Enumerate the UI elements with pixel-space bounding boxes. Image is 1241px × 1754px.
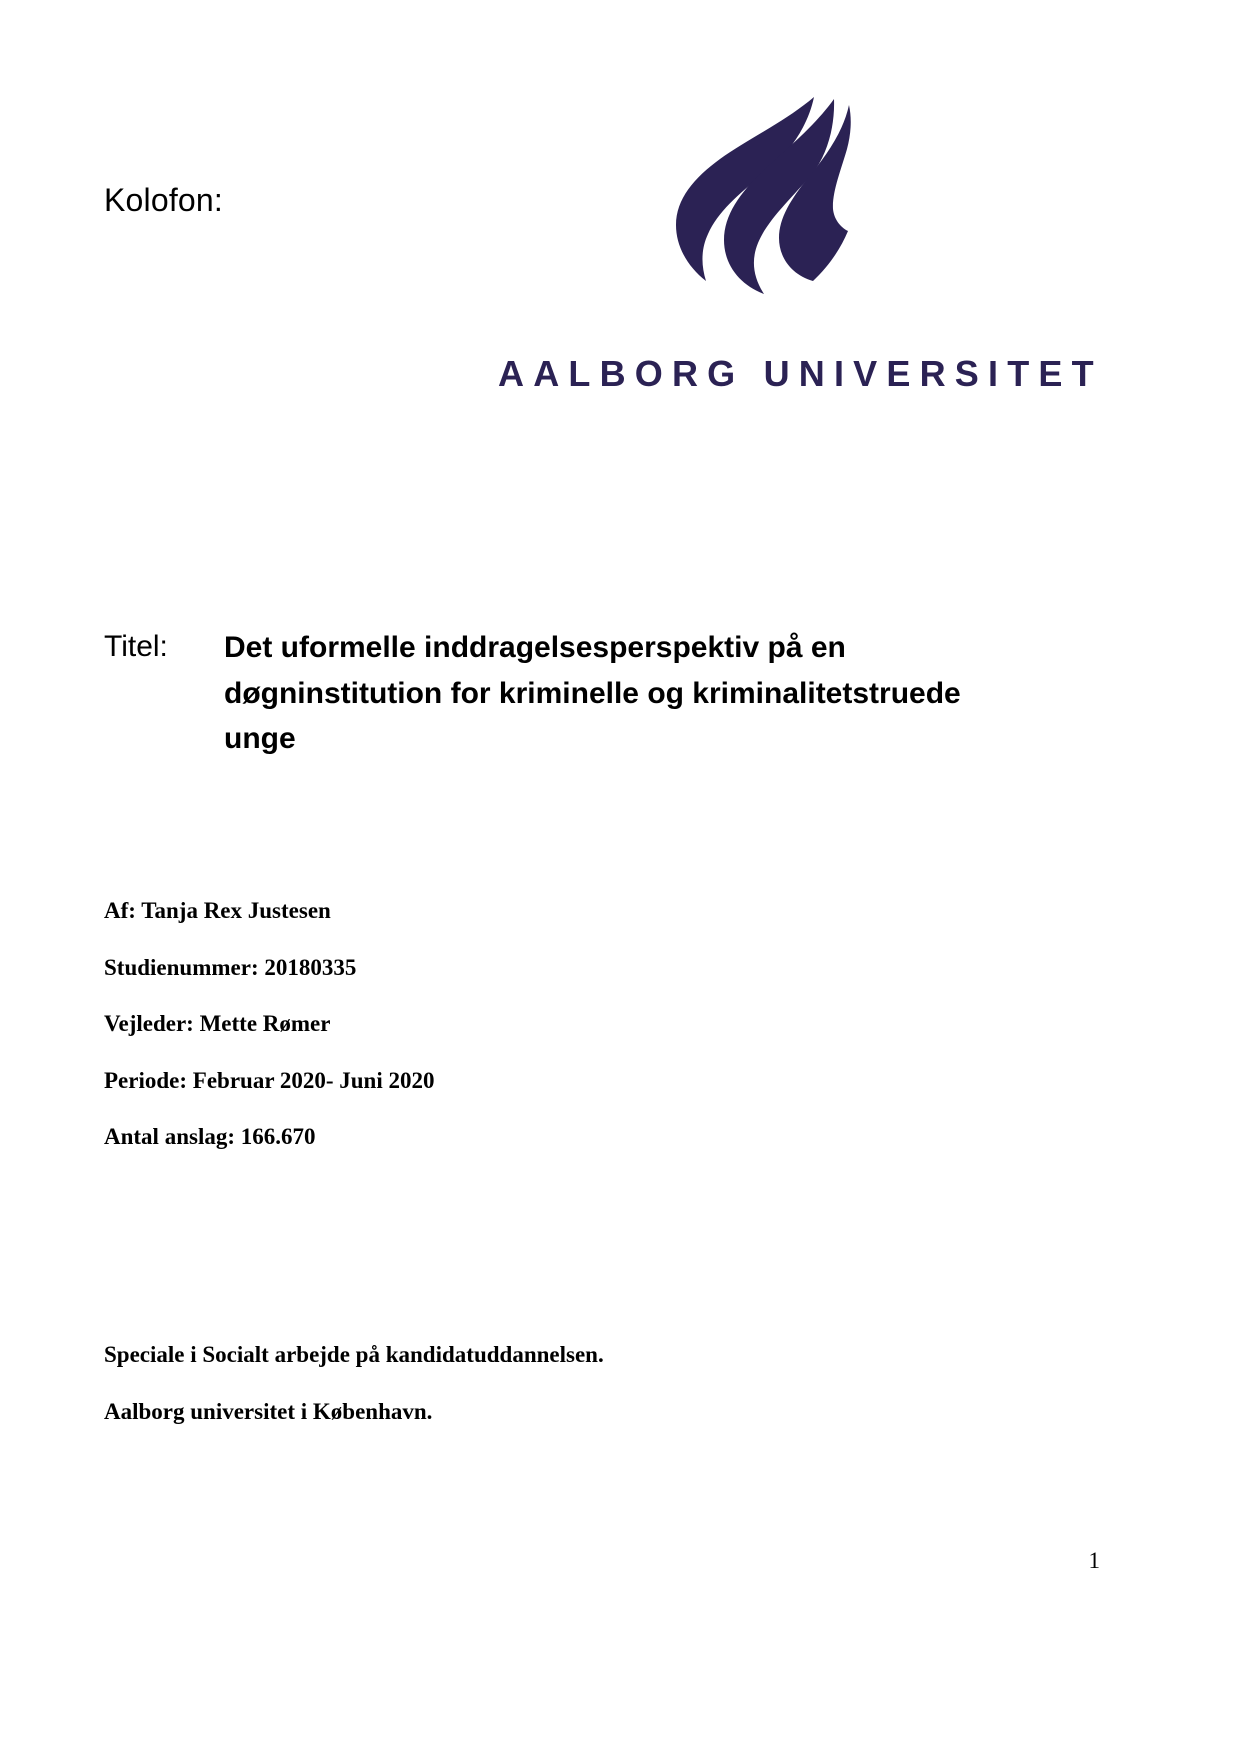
- page-number: 1: [1088, 1548, 1100, 1573]
- metadata-student-number: Studienummer: 20180335: [104, 954, 357, 980]
- metadata-period: Periode: Februar 2020- Juni 2020: [104, 1067, 435, 1093]
- university-logo: [498, 95, 1103, 395]
- metadata-primary: [104, 899, 435, 1148]
- metadata-supervisor: Vejleder: Mette Rømer: [104, 1011, 331, 1036]
- metadata-programme: Speciale i Socialt arbejde på kandidatuddannelsen.: [104, 1342, 604, 1367]
- metadata-institution: Aalborg universitet i København.: [104, 1398, 433, 1424]
- metadata-secondary: [104, 1343, 604, 1423]
- aalborg-university-wave-logo-icon: [668, 95, 858, 295]
- university-wordmark: AALBORG UNIVERSITET: [498, 353, 1103, 394]
- kolofon-label: Kolofon:: [104, 182, 224, 218]
- document-title: Det uformelle inddragelsesperspektiv på en døgninstitution for kriminelle og kriminalitetstruede unge: [224, 631, 961, 756]
- title-label: Titel:: [104, 630, 168, 663]
- metadata-author: Af: Tanja Rex Justesen: [104, 898, 331, 923]
- metadata-character-count: Antal anslag: 166.670: [104, 1124, 316, 1149]
